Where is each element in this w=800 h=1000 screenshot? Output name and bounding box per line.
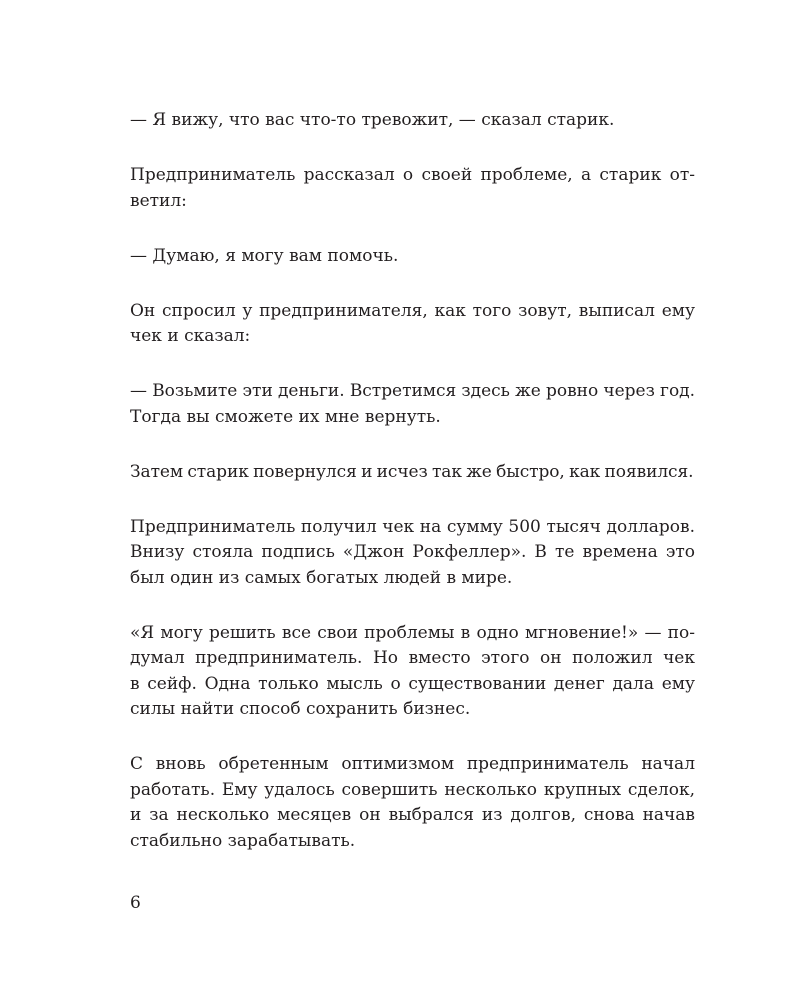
text-line: стабильно зарабатывать. <box>130 830 356 851</box>
text-line: С вновь обретенным оптимизмом предприниматель начал <box>130 754 695 774</box>
text-line: и за несколько месяцев он выбрался из долгов, снова начав <box>130 805 695 825</box>
paragraph <box>130 299 695 350</box>
text-line: — Я вижу, что вас что-то тревожит, — сказал старик. <box>130 110 615 130</box>
paragraph <box>130 379 695 430</box>
text-line: Тогда вы сможете их мне вернуть. <box>130 406 441 427</box>
text-line: работать. Ему удалось совершить несколько крупных сделок, <box>130 779 695 800</box>
text-line: Предприниматель рассказал о своей проблеме, а старик от- <box>130 165 695 185</box>
page-number: 6 <box>130 893 141 913</box>
text-line: Затем старик повернулся и исчез так же быстро, как появился. <box>130 461 694 482</box>
paragraph <box>130 515 695 592</box>
text-line: «Я могу решить все свои проблемы в одно мгновение!» — по- <box>130 622 695 643</box>
paragraph <box>130 621 695 723</box>
text-line: чек и сказал: <box>130 326 251 346</box>
text-line: был один из самых богатых людей в мире. <box>130 567 513 588</box>
paragraph <box>130 460 695 486</box>
text-line: силы найти способ сохранить бизнес. <box>130 699 471 719</box>
paragraph <box>130 108 695 134</box>
text-line: думал предприниматель. Но вместо этого он положил чек <box>130 648 695 668</box>
text-line: ветил: <box>130 190 187 211</box>
text-line: Он спросил у предпринимателя, как того зовут, выписал ему <box>130 300 695 321</box>
text-line: — Возьмите эти деньги. Встретимся здесь же ровно через год. <box>130 381 695 401</box>
text-line: в сейф. Одна только мысль о существовании денег дала ему <box>130 673 695 694</box>
paragraph <box>130 244 695 270</box>
paragraph <box>130 752 695 854</box>
text-line: — Думаю, я могу вам помочь. <box>130 245 399 266</box>
body-text <box>130 108 695 884</box>
paragraph <box>130 163 695 214</box>
text-line: Предприниматель получил чек на сумму 500 тысяч долларов. <box>130 516 695 537</box>
text-line: Внизу стояла подпись «Джон Рокфеллер». В те времена это <box>130 542 695 562</box>
